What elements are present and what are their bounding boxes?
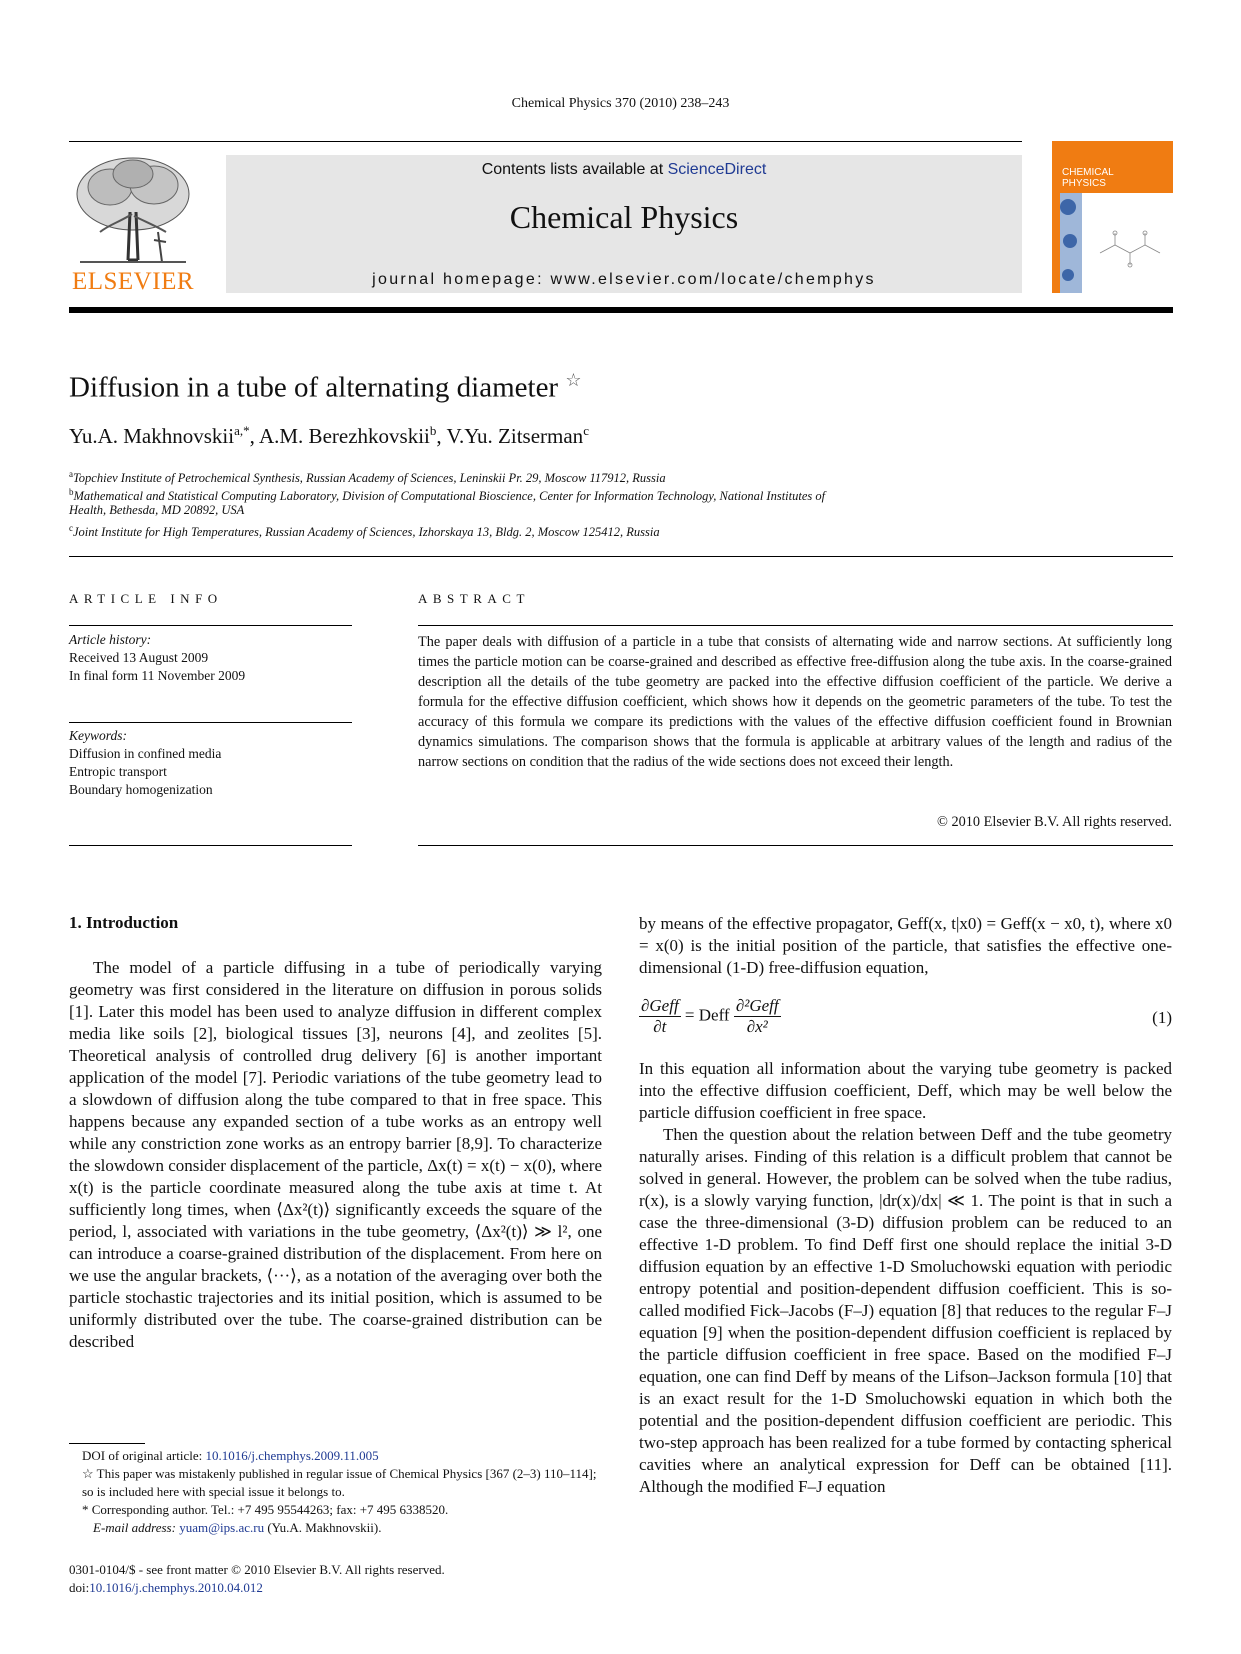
affiliation: $^b$Mathematical and Statistical Computing Laboratory, Division of Computational Bioscience, Center for Information Technology, National Institutes of [69,487,826,504]
email-note: E-mail address: yuam@ips.ac.ru (Yu.A. Makhnovskii). [93,1520,382,1535]
affiliation: $^c$Joint Institute for High Temperatures, Russian Academy of Sciences, Izhorskaya 13, Bldg. 2, Moscow 125412, Russia [69,523,660,540]
author-affil-mark: c [583,423,589,438]
keyword-item[interactable]: Entropic transport [69,764,167,779]
keywords-block [69,727,352,799]
eq-equals: = Deff [684,1005,730,1025]
abstract-copyright: © 2010 Elsevier B.V. All rights reserved. [937,814,1172,830]
keyword-item[interactable]: Diffusion in confined media [69,746,222,761]
doi-original-link[interactable]: 10.1016/j.chemphys.2009.11.005 [205,1448,379,1463]
history-label: Article history: [69,632,152,647]
journal-homepage[interactable]: journal homepage: www.elsevier.com/locate/chemphys [372,271,876,288]
email-link[interactable]: yuam@ips.ac.ru [179,1520,265,1535]
author-name[interactable]: A.M. Berezhkovskii [258,424,430,448]
paragraph: Then the question about the relation between Deff and the tube geometry naturally arises. Finding of this relation is a difficult problem that cannot be solved in general. However, the problem can be solved when the tube radius, r(x), is a slowly varying function, |dr(x)/dx| ≪ 1. The point is that in such a case the three-dimensional (3-D) diffusion problem can be reduced to an effective 1-D problem. To find Deff first one should replace the initial 3-D diffusion equation by an effective 1-D Smoluchowski equation with periodic entropy potential and position-dependent diffusion coefficient. This is so-called modified Fick–Jacobs (F–J) equation [8] that reduces to the regular F–J equation [9] when the position-dependent diffusion coefficient is replaced by the particle diffusion coefficient in free space. Based on the modified F–J equation, one can find Deff by means of the Lifson–Jackson formula [10] that is an exact result for the 1-D Smoluchowski equation in which both the potential and the position-dependent diffusion coefficient are periodic. This two-step approach has been realized for a tube formed by contacting spherical cavities where an analytical expression for Deff can be obtained [11]. Although the modified F–J equation [639,1125,1172,1496]
received-date: Received 13 August 2009 [69,650,209,665]
eq-lhs-numerator: ∂Geff [641,996,679,1015]
author-list: Yu.A. Makhnovskii$^{a,*}$, A.M. Berezhkovskii$^b$, V.Yu. Zitserman$^c$ [69,423,589,448]
intro-paragraph: The model of a particle diffusing in a tube of periodically varying geometry was first considered in the literature on diffusion in porous solids [1]. Later this model has been used to analyze diffusion in different complex media like soils [2], biological tissues [3], neurons [4], and zeolites [5]. Theoretical analysis of controlled drug delivery [6] is another important application of the model [7]. Periodic variations of the tube geometry lead to a slowdown of diffusion along the tube compared to that in free space. This happens because any expanded section of a tube works as an entropy well while any constriction zone works as an entropy barrier [8,9]. To characterize the slowdown consider displacement of the particle, Δx(t) = x(t) − x(0), where x(t) is the particle coordinate measured along the tube axis at time t. At sufficiently long times, when ⟨Δx²(t)⟩ significantly exceeds the square of the period, l, associated with variations in the tube geometry, ⟨Δx²(t)⟩ ≫ l², one can introduce a coarse-grained distribution of the displacement. From here on we use the angular brackets, ⟨···⟩, as a notation of the averaging over both the particle stochastic trajectories and its initial position, which is assumed to be uniformly distributed over the tube. The coarse-grained distribution can be described [69,958,602,1351]
corresponding-author-note: * Corresponding author. Tel.: +7 495 95544263; fax: +7 495 6338520. [82,1502,449,1517]
final-form-date: In final form 11 November 2009 [69,668,246,683]
article-info-rule [69,625,352,626]
header-thick-rule [69,307,1173,313]
article-info-bottom-rule [69,845,352,846]
article-history [69,631,352,685]
footnotes [69,1447,602,1537]
title-footnote-mark[interactable]: ☆ [565,370,582,390]
body-right-column-top [639,913,1172,979]
journal-banner [226,155,1022,293]
abstract-bottom-rule [418,845,1173,846]
body-right-column-bottom [639,1058,1172,1498]
doi-line: doi:10.1016/j.chemphys.2010.04.012 [69,1580,263,1595]
elsevier-tree-icon [70,152,196,270]
keywords-label: Keywords: [69,728,127,743]
author-name[interactable]: V.Yu. Zitserman [446,424,584,448]
header-top-rule [69,141,1022,142]
affiliation: Health, Bethesda, MD 20892, USA [69,503,245,517]
contents-prefix: Contents lists available at [481,161,668,178]
doi-link[interactable]: 10.1016/j.chemphys.2010.04.012 [89,1580,263,1595]
cover-image-panel [1060,193,1173,293]
journal-citation: Chemical Physics 370 (2010) 238–243 [511,96,730,111]
eq-rhs-denominator: ∂x² [746,1017,768,1036]
equation-number: (1) [1152,1008,1172,1027]
cover-title: CHEMICAL PHYSICS [1062,167,1114,189]
cover-molecule-icon [1060,193,1173,293]
footnote-rule [69,1443,145,1444]
affiliation: $^a$Topchiev Institute of Petrochemical Synthesis, Russian Academy of Sciences, Leninskii Pr. 29, Moscow 117912, Russia [69,469,666,486]
star-footnote: ☆ This paper was mistakenly published in regular issue of Chemical Physics [367 (2–3) 110–114]; so is included here with special issue it belongs to. [82,1466,597,1499]
article-title: Diffusion in a tube of alternating diameter ☆ [69,370,582,404]
front-matter-line: 0301-0104/$ - see front matter © 2010 Elsevier B.V. All rights reserved. [69,1562,445,1577]
history-rule [69,722,352,723]
eq-rhs-numerator: ∂²Geff [735,996,779,1015]
elsevier-wordmark: ELSEVIER [71,268,195,295]
abstract-heading: ABSTRACT [418,591,530,606]
contents-line [226,161,1022,179]
abstract-text: The paper deals with diffusion of a particle in a tube that consists of alternating wide and narrow sections. At sufficiently long times the particle motion can be coarse-grained and described as effective free-diffusion along the tube axis. In the coarse-grained description all the details of the tube geometry are packed into the effective diffusion coefficient of the particle. We derive a formula for the effective diffusion coefficient, which shows how it depends on the geometric parameters of the tube. To test the accuracy of this formula we compare its predictions with the values of the effective diffusion coefficient found in Brownian dynamics simulations. The comparison shows that the formula is applicable at arbitrary values of the length and radius of the narrow sections on condition that the radius of the wide sections does not exceed their length. [418,634,1172,770]
doi-original-note: DOI of original article: 10.1016/j.chemphys.2009.11.005 [82,1448,379,1463]
journal-title: Chemical Physics [509,199,739,235]
eq-rhs-fraction [734,996,781,1037]
eq-lhs-fraction [639,996,681,1037]
title-block-rule [69,556,1173,557]
front-matter [69,1561,602,1597]
author-affil-mark: b [429,423,437,438]
paragraph: by means of the effective propagator, Geff(x, t|x0) = Geff(x − x0, t), where x0 = x(0) is the initial position of the particle, that satisfies the effective one-dimensional (1-D) free-diffusion equation, [639,914,1172,977]
keyword-item[interactable]: Boundary homogenization [69,782,213,797]
author-affil-mark: a,* [234,423,250,438]
section-heading: 1. Introduction [69,913,179,932]
article-info-heading: ARTICLE INFO [69,591,223,606]
journal-cover-thumbnail [1052,141,1173,293]
abstract-rule [418,625,1173,626]
sciencedirect-link[interactable]: ScienceDirect [667,161,767,178]
paragraph: In this equation all information about the varying tube geometry is packed into the effective diffusion coefficient, Deff, which may be well below the particle diffusion coefficient in free space. [639,1059,1172,1122]
body-left-column [69,957,602,1353]
author-name[interactable]: Yu.A. Makhnovskii [69,424,235,448]
eq-lhs-denominator: ∂t [653,1017,667,1036]
equation-1 [639,996,1172,1044]
